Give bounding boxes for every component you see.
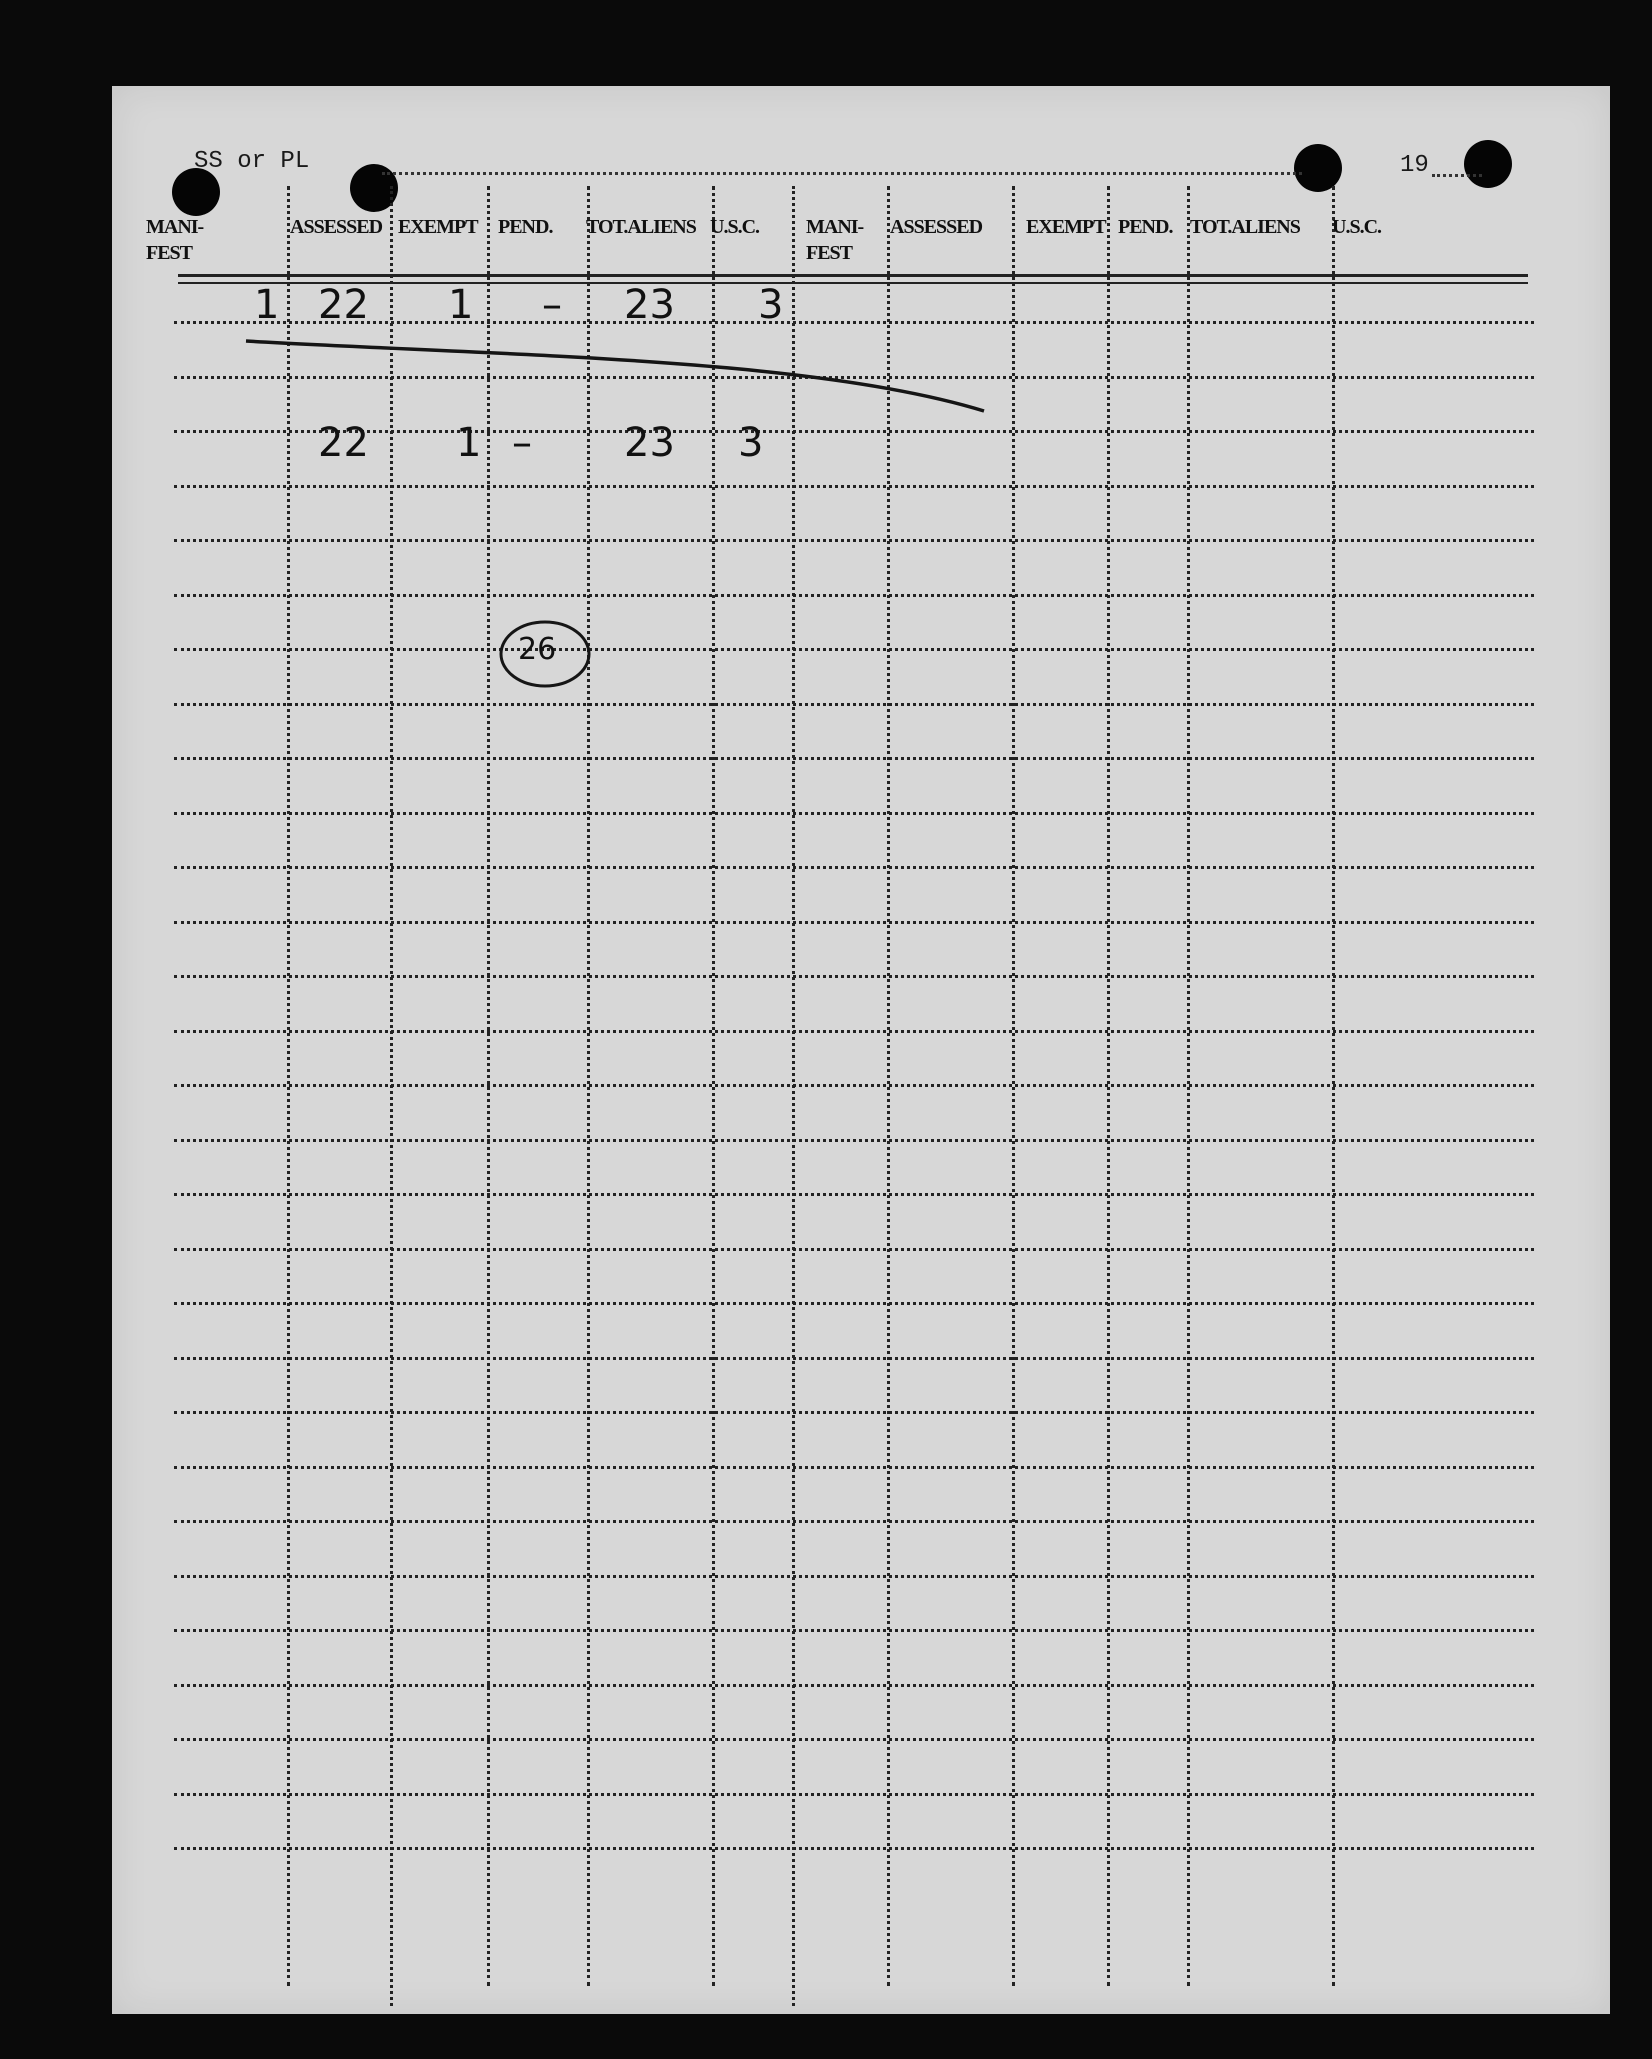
row1-tot-aliens: 23 [624,282,675,328]
year-label: 19 [1400,152,1429,179]
column-header-right-1: ASSESSED [890,216,983,238]
column-header-left-1: ASSESSED [290,216,383,238]
totals-assessed: 22 [318,420,369,466]
totals-usc: 3 [738,420,764,466]
circled-number: 26 [518,632,557,667]
column-header-left-4: TOT.ALIENS [586,216,696,238]
row1-usc: 3 [758,282,784,328]
row1-exempt: 1 [448,282,474,328]
column-header-left-5: U.S.C. [710,216,760,238]
form-sheet [112,86,1610,2014]
column-header-left-2: EXEMPT [398,216,478,238]
column-header-left-0: MANI- FEST [146,216,204,264]
strike-through-stroke [246,341,984,411]
row1-manifest: 1 [254,282,280,328]
row1-pend: – [542,282,562,328]
handwriting-layer [112,86,1610,2014]
totals-tot-aliens: 23 [624,420,675,466]
totals-pend: – [512,420,532,466]
column-header-left-3: PEND. [498,216,553,238]
column-header-right-2: EXEMPT [1026,216,1106,238]
column-header-right-4: TOT.ALIENS [1190,216,1300,238]
row1-assessed: 22 [318,282,369,328]
column-header-right-0: MANI- FEST [806,216,864,264]
column-header-right-3: PEND. [1118,216,1173,238]
ss-or-pl-label: SS or PL [194,148,310,175]
column-header-right-5: U.S.C. [1332,216,1382,238]
totals-exempt: 1 [456,420,482,466]
